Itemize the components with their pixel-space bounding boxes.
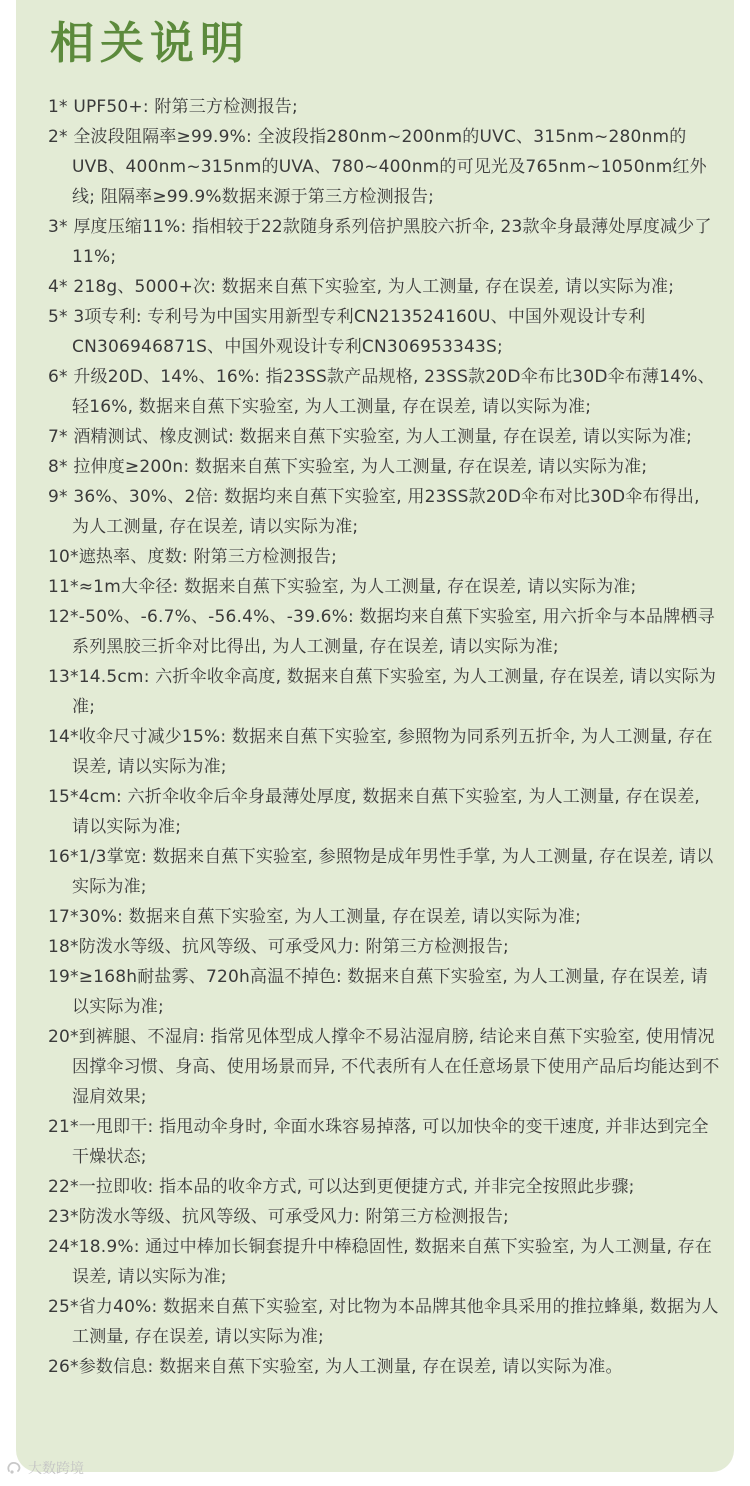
- note-item: 14*收伞尺寸减少15%: 数据来自蕉下实验室, 参照物为同系列五折伞, 为人工测量, 存在误差, 请以实际为准;: [48, 727, 713, 777]
- note-item: 8* 拉伸度≥200n: 数据来自蕉下实验室, 为人工测量, 存在误差, 请以实际为准;: [48, 457, 648, 477]
- brand-logo-icon: [6, 1460, 24, 1476]
- note-item: 5* 3项专利: 专利号为中国实用新型专利CN213524160U、中国外观设计专利CN306946871S、中国外观设计专利CN306953343S;: [48, 307, 646, 357]
- note-item: 24*18.9%: 通过中棒加长铜套提升中棒稳固性, 数据来自蕉下实验室, 为人工测量, 存在误差, 请以实际为准;: [48, 1237, 713, 1287]
- note-item: 7* 酒精测试、橡皮测试: 数据来自蕉下实验室, 为人工测量, 存在误差, 请以实际为准;: [48, 427, 692, 447]
- note-item: 6* 升级20D、14%、16%: 指23SS款产品规格, 23SS款20D伞布比30D伞布薄14%、轻16%, 数据来自蕉下实验室, 为人工测量, 存在误差, 请以实际为准;: [48, 367, 715, 417]
- note-item: 1* UPF50+: 附第三方检测报告;: [48, 97, 298, 117]
- note-item: 18*防泼水等级、抗风等级、可承受风力: 附第三方检测报告;: [48, 937, 509, 957]
- note-item: 4* 218g、5000+次: 数据来自蕉下实验室, 为人工测量, 存在误差, 请以实际为准;: [48, 277, 675, 297]
- notes-list: [48, 92, 720, 1382]
- note-item: 3* 厚度压缩11%: 指相较于22款随身系列倍护黑胶六折伞, 23款伞身最薄处厚度减少了11%;: [48, 217, 712, 267]
- note-item: 22*一拉即收: 指本品的收伞方式, 可以达到更便捷方式, 并非完全按照此步骤;: [48, 1177, 635, 1197]
- note-item: 2* 全波段阻隔率≥99.9%: 全波段指280nm~200nm的UVC、315nm~280nm的UVB、400nm~315nm的UVA、780~400nm的可见光及765nm~1050nm红外线; 阻隔率≥99.9%数据来源于第三方检测报告;: [48, 127, 707, 207]
- note-item: 21*一甩即干: 指甩动伞身时, 伞面水珠容易掉落, 可以加快伞的变干速度, 并非达到完全干燥状态;: [48, 1117, 709, 1167]
- note-item: 16*1/3掌宽: 数据来自蕉下实验室, 参照物是成年男性手掌, 为人工测量, 存在误差, 请以实际为准;: [48, 847, 714, 897]
- note-item: 15*4cm: 六折伞收伞后伞身最薄处厚度, 数据来自蕉下实验室, 为人工测量, 存在误差, 请以实际为准;: [48, 787, 701, 837]
- note-item: 23*防泼水等级、抗风等级、可承受风力: 附第三方检测报告;: [48, 1207, 509, 1227]
- note-item: 19*≥168h耐盐雾、720h高温不掉色: 数据来自蕉下实验室, 为人工测量, 存在误差, 请以实际为准;: [48, 967, 708, 1017]
- note-item: 9* 36%、30%、2倍: 数据均来自蕉下实验室, 用23SS款20D伞布对比30D伞布得出, 为人工测量, 存在误差, 请以实际为准;: [48, 487, 700, 537]
- note-item: 25*省力40%: 数据来自蕉下实验室, 对比物为本品牌其他伞具采用的推拉蜂巢, 数据为人工测量, 存在误差, 请以实际为准;: [48, 1297, 719, 1347]
- notes-card: [16, 0, 734, 1472]
- page-title: 相关说明: [50, 18, 250, 69]
- note-item: 12*-50%、-6.7%、-56.4%、-39.6%: 数据均来自蕉下实验室, 用六折伞与本品牌栖寻系列黑胶三折伞对比得出, 为人工测量, 存在误差, 请以实际为准;: [48, 607, 715, 657]
- note-item: 13*14.5cm: 六折伞收伞高度, 数据来自蕉下实验室, 为人工测量, 存在误差, 请以实际为准;: [48, 667, 717, 717]
- note-item: 20*到裤腿、不湿肩: 指常见体型成人撑伞不易沾湿肩膀, 结论来自蕉下实验室, 使用情况因撑伞习惯、身高、使用场景而异, 不代表所有人在任意场景下使用产品后均能达到不湿肩效果;: [48, 1027, 720, 1107]
- note-item: 10*遮热率、度数: 附第三方检测报告;: [48, 547, 337, 567]
- watermark-text: 大数跨境: [28, 1461, 84, 1477]
- note-item: 26*参数信息: 数据来自蕉下实验室, 为人工测量, 存在误差, 请以实际为准。: [48, 1357, 623, 1377]
- watermark: [6, 1458, 84, 1478]
- note-item: 11*≈1m大伞径: 数据来自蕉下实验室, 为人工测量, 存在误差, 请以实际为准;: [48, 577, 637, 597]
- note-item: 17*30%: 数据来自蕉下实验室, 为人工测量, 存在误差, 请以实际为准;: [48, 907, 581, 927]
